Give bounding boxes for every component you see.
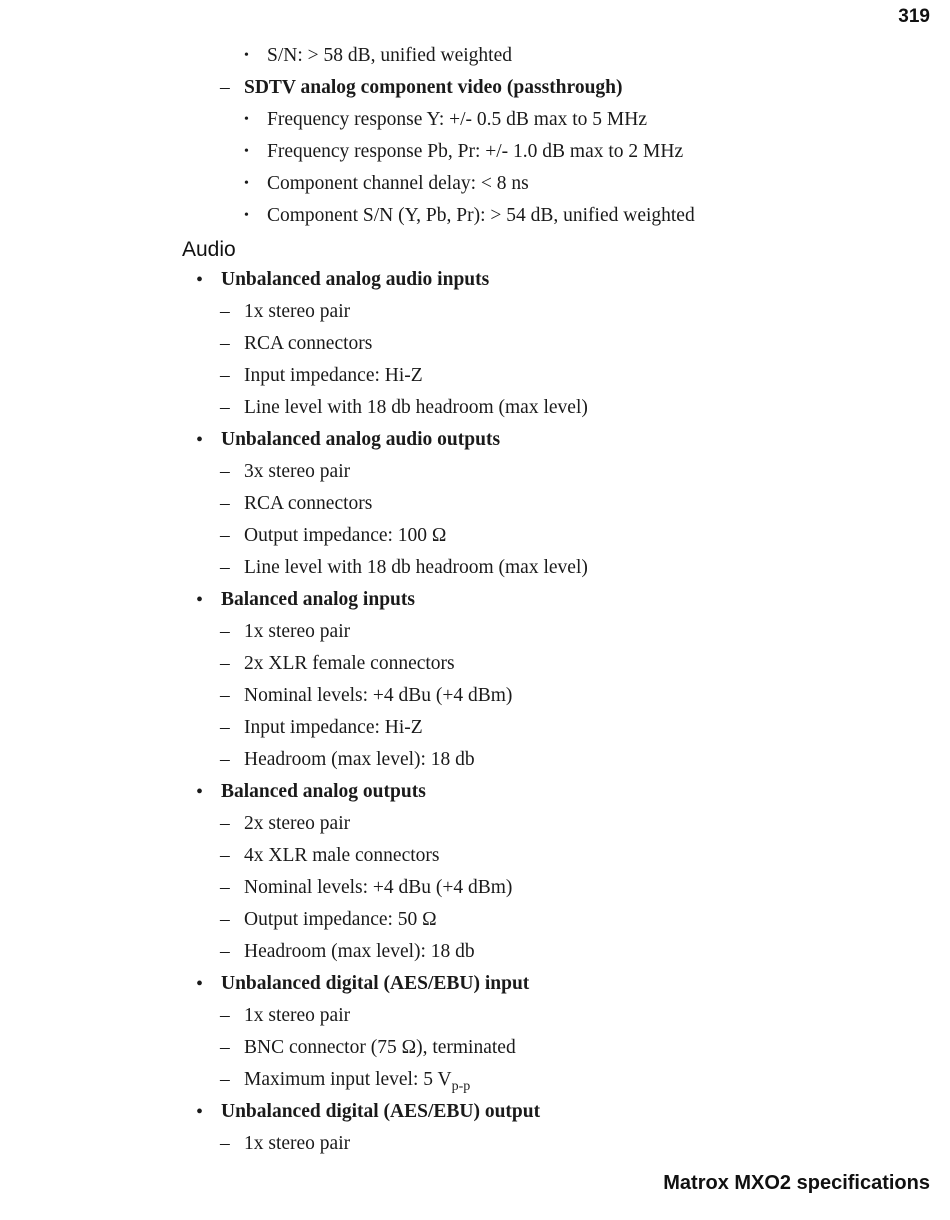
list-item (0, 648, 950, 680)
list-item (0, 136, 950, 168)
page-content (0, 40, 950, 1160)
list-item-label: Line level with 18 db headroom (max level) (244, 397, 588, 418)
list-item-label: Headroom (max level): 18 db (244, 941, 475, 962)
list-item (0, 424, 950, 456)
list-item-text (244, 840, 440, 872)
list-item-text (221, 264, 489, 296)
list-item-label: 1x stereo pair (244, 1133, 351, 1154)
dash-marker: – (220, 333, 230, 354)
page-footer: Matrox MXO2 specifications (663, 1172, 930, 1194)
list-item-text (267, 40, 512, 72)
list-item-label: Output impedance: 50 Ω (244, 909, 437, 930)
list-item-label: Unbalanced analog audio inputs (221, 269, 490, 290)
dash-marker: – (220, 653, 230, 674)
list-item-text (244, 1064, 470, 1096)
list-item-text (244, 392, 588, 424)
page-number: 319 (898, 6, 930, 27)
list-item-text (267, 104, 647, 136)
list-item (0, 712, 950, 744)
list-item-label: Maximum input level: 5 V (244, 1069, 452, 1090)
list-item (0, 1096, 950, 1128)
bullet-marker: • (244, 208, 249, 223)
list-item-text (221, 584, 415, 616)
dash-marker: – (220, 77, 230, 98)
list-item (0, 104, 950, 136)
list-item (0, 1064, 950, 1096)
bullet-marker: • (244, 48, 249, 63)
list-item-text (221, 776, 426, 808)
dash-marker: – (220, 813, 230, 834)
list-item-label: Unbalanced analog audio outputs (221, 429, 501, 450)
dash-marker: – (220, 1133, 230, 1154)
list-item-label: Line level with 18 db headroom (max level) (244, 557, 588, 578)
list-item-text (244, 808, 350, 840)
list-item (0, 264, 950, 296)
list-item-text (244, 1128, 350, 1160)
list-item-text (244, 520, 446, 552)
list-item-text (244, 456, 350, 488)
dash-marker: – (220, 397, 230, 418)
dash-marker: – (220, 941, 230, 962)
dash-marker: – (220, 1037, 230, 1058)
bullet-marker: • (196, 1101, 204, 1123)
list-item (0, 776, 950, 808)
list-item-text (244, 72, 623, 104)
list-item (0, 616, 950, 648)
list-item (0, 488, 950, 520)
list-item-label: Unbalanced digital (AES/EBU) output (221, 1101, 541, 1122)
bullet-marker: • (196, 269, 204, 291)
list-item-text (221, 1096, 540, 1128)
list-item (0, 168, 950, 200)
list-item-text (244, 552, 588, 584)
list-item-label: 3x stereo pair (244, 461, 351, 482)
list-item-label: Component channel delay: < 8 ns (267, 173, 529, 194)
bullet-marker: • (244, 176, 249, 191)
list-item (0, 744, 950, 776)
list-item-text (244, 904, 437, 936)
list-item (0, 808, 950, 840)
list-item-text (221, 968, 529, 1000)
dash-marker: – (220, 621, 230, 642)
list-item (0, 552, 950, 584)
dash-marker: – (220, 365, 230, 386)
list-item-label: Frequency response Pb, Pr: +/- 1.0 dB max to 2 MHz (267, 141, 684, 162)
list-item-text (267, 200, 695, 232)
list-item-label: Input impedance: Hi-Z (244, 717, 423, 738)
list-item-label: SDTV analog component video (passthrough) (244, 77, 623, 98)
dash-marker: – (220, 749, 230, 770)
list-item (0, 936, 950, 968)
list-item-label: 1x stereo pair (244, 1005, 351, 1026)
list-item-label: Nominal levels: +4 dBu (+4 dBm) (244, 685, 513, 706)
list-item (0, 1128, 950, 1160)
list-item-label: Output impedance: 100 Ω (244, 525, 447, 546)
dash-marker: – (220, 845, 230, 866)
section-heading (0, 232, 950, 264)
list-item (0, 296, 950, 328)
list-item-text (244, 1032, 516, 1064)
dash-marker: – (220, 301, 230, 322)
list-item-text (244, 712, 423, 744)
bullet-marker: • (196, 781, 204, 803)
list-item-label: Nominal levels: +4 dBu (+4 dBm) (244, 877, 513, 898)
list-item-label: 2x XLR female connectors (244, 653, 455, 674)
list-item-label: 2x stereo pair (244, 813, 351, 834)
dash-marker: – (220, 877, 230, 898)
list-item (0, 72, 950, 104)
list-item-text (244, 648, 455, 680)
list-item-label: 1x stereo pair (244, 621, 351, 642)
list-item (0, 872, 950, 904)
list-item-text (244, 616, 350, 648)
list-item (0, 392, 950, 424)
list-item-text (244, 680, 512, 712)
list-item (0, 520, 950, 552)
list-item-label: Headroom (max level): 18 db (244, 749, 475, 770)
list-item (0, 360, 950, 392)
list-item-label: S/N: > 58 dB, unified weighted (267, 45, 512, 66)
dash-marker: – (220, 525, 230, 546)
list-item-text (221, 424, 500, 456)
list-item (0, 1032, 950, 1064)
dash-marker: – (220, 717, 230, 738)
dash-marker: – (220, 685, 230, 706)
section-heading-text: Audio (182, 238, 236, 261)
subscript: p-p (451, 1079, 471, 1094)
bullet-marker: • (196, 429, 204, 451)
list-item-label: Component S/N (Y, Pb, Pr): > 54 dB, unified weighted (267, 205, 695, 226)
list-item (0, 840, 950, 872)
list-item (0, 456, 950, 488)
list-item-text (267, 136, 683, 168)
list-item-label: 4x XLR male connectors (244, 845, 440, 866)
list-item (0, 584, 950, 616)
audio-spec-list (0, 264, 950, 1160)
list-item (0, 1000, 950, 1032)
bullet-marker: • (244, 112, 249, 127)
dash-marker: – (220, 461, 230, 482)
dash-marker: – (220, 1005, 230, 1026)
list-item-label: RCA connectors (244, 333, 373, 354)
list-item (0, 968, 950, 1000)
list-item (0, 40, 950, 72)
dash-marker: – (220, 493, 230, 514)
dash-marker: – (220, 1069, 230, 1090)
list-item-text (244, 360, 423, 392)
list-item-text (244, 488, 372, 520)
list-item-label: Unbalanced digital (AES/EBU) input (221, 973, 530, 994)
bullet-marker: • (244, 144, 249, 159)
list-item (0, 200, 950, 232)
list-item-label: RCA connectors (244, 493, 373, 514)
list-item (0, 680, 950, 712)
list-item-text (244, 744, 475, 776)
list-item-text (244, 872, 512, 904)
bullet-marker: • (196, 589, 204, 611)
list-item-label: Frequency response Y: +/- 0.5 dB max to 5 MHz (267, 109, 648, 130)
list-item-text (267, 168, 529, 200)
list-item-text (244, 936, 475, 968)
list-item-text (244, 328, 372, 360)
list-item (0, 328, 950, 360)
list-item-label: 1x stereo pair (244, 301, 351, 322)
list-item-text (244, 296, 350, 328)
list-item-label: Balanced analog inputs (221, 589, 415, 610)
list-item-label: Balanced analog outputs (221, 781, 426, 802)
dash-marker: – (220, 909, 230, 930)
dash-marker: – (220, 557, 230, 578)
top-spec-list (0, 40, 950, 232)
list-item-label: BNC connector (75 Ω), terminated (244, 1037, 516, 1058)
list-item (0, 904, 950, 936)
bullet-marker: • (196, 973, 204, 995)
list-item-label: Input impedance: Hi-Z (244, 365, 423, 386)
list-item-text (244, 1000, 350, 1032)
